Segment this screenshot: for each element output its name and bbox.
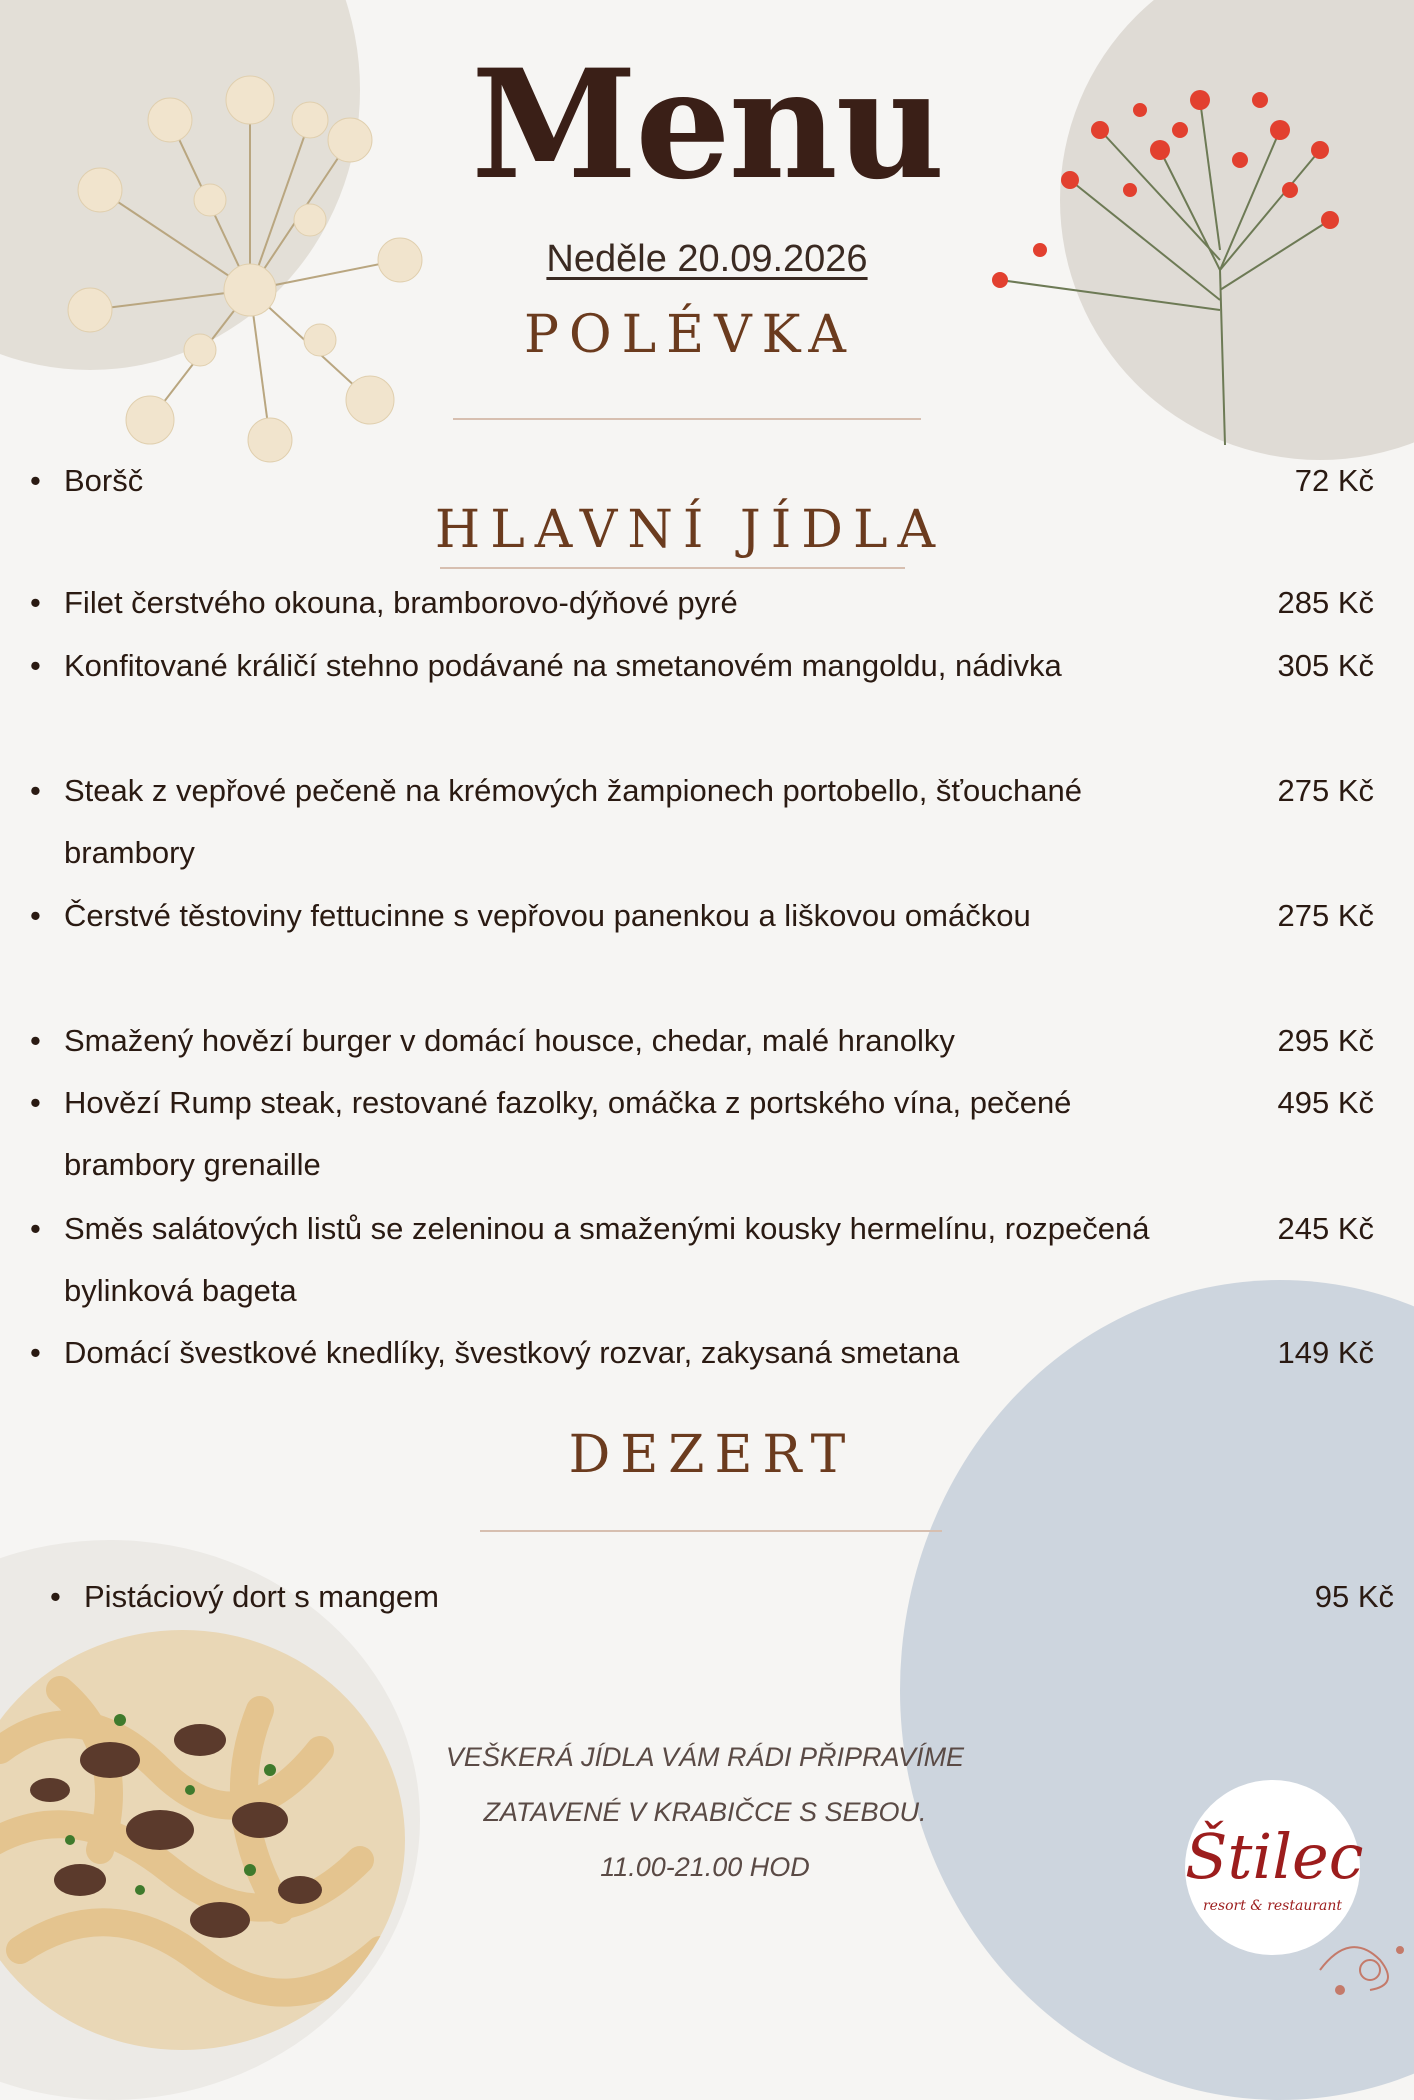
menu-item-name: Směs salátových listů se zeleninou a smaženými kousky hermelínu, rozpečená bylinková bageta [64,1211,1150,1308]
menu-item-name: Smažený hovězí burger v domácí housce, chedar, malé hranolky [64,1023,955,1058]
menu-item-name: Boršč [64,463,144,498]
footer-takeaway-note: VEŠKERÁ JÍDLA VÁM RÁDI PŘIPRAVÍME [445,1742,965,1772]
section-heading-soup: POLÉVKA [524,305,856,365]
menu-item-price: 95 Kč [1314,1579,1394,1614]
footer-takeaway-note-2: ZATAVENÉ V KRABIČCE S SEBOU. [483,1797,927,1827]
menu-item-name: Steak z vepřové pečeně na krémových žampionech portobello, šťouchané brambory [64,773,1083,870]
section-divider [440,567,905,569]
bullet: • [30,773,41,808]
section-heading-mains: HLAVNÍ JÍDLA [434,500,946,560]
menu-item-price: 72 Kč [1294,463,1374,498]
section-divider [453,418,921,420]
bullet: • [30,648,41,683]
swirl-ornament-icon [1310,1890,1414,2000]
bullet: • [30,1085,41,1120]
bullet: • [30,463,41,498]
menu-item-price: 495 Kč [1277,1085,1374,1120]
bullet: • [30,1335,41,1370]
menu-item-name: Pistáciový dort s mangem [84,1579,439,1614]
menu-item-name: Konfitované králičí stehno podávané na smetanovém mangoldu, nádivka [64,648,1062,683]
menu-item-price: 245 Kč [1277,1211,1374,1246]
menu-item-price: 285 Kč [1277,585,1374,620]
menu-item-price: 275 Kč [1277,898,1374,933]
menu-item-price: 275 Kč [1277,773,1374,808]
menu-date: Neděle 20.09.2026 [546,238,868,280]
menu-item-name: Domácí švestkové knedlíky, švestkový rozvar, zakysaná smetana [64,1335,960,1370]
menu-item-price: 295 Kč [1277,1023,1374,1058]
bullet: • [30,1023,41,1058]
logo-name: Štilec [1185,1820,1364,1893]
menu-item-name: Filet čerstvého okouna, bramborovo-dýňové pyré [64,585,738,620]
bullet: • [30,898,41,933]
footer-opening-hours: 11.00-21.00 HOD [600,1852,810,1882]
menu-title: Menu [471,37,943,213]
bullet: • [30,1211,41,1246]
section-divider [480,1530,942,1532]
menu-item-price: 149 Kč [1277,1335,1374,1370]
menu-item-price: 305 Kč [1277,648,1374,683]
logo-tagline: resort & restaurant [1202,1898,1343,1914]
bullet: • [30,585,41,620]
menu-item-name: Čerstvé těstoviny fettucinne s vepřovou panenkou a liškovou omáčkou [64,898,1031,933]
menu-item-name: Hovězí Rump steak, restované fazolky, omáčka z portského vína, pečené brambory grenaille [64,1085,1072,1182]
section-heading-dessert: DEZERT [568,1425,856,1485]
bullet: • [50,1579,61,1614]
